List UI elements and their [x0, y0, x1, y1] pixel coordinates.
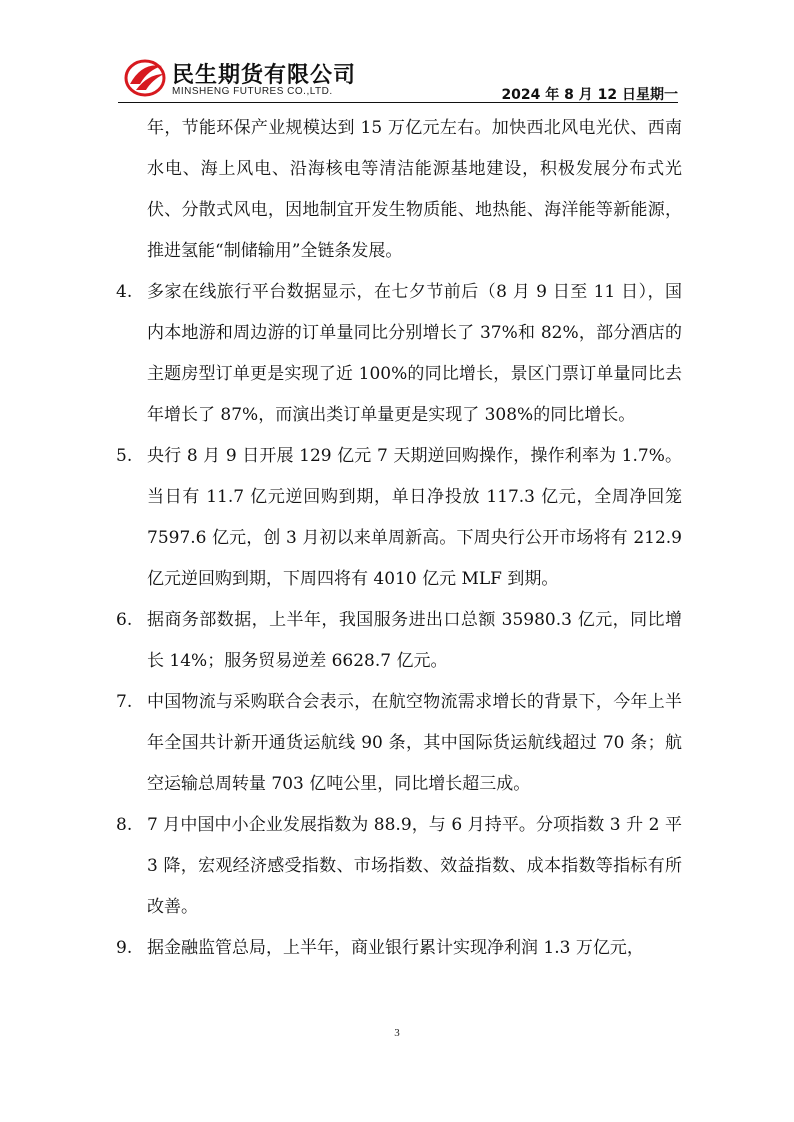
logo-chinese-name: 民生期货有限公司 — [172, 63, 357, 88]
page-header — [118, 52, 678, 102]
list-item — [116, 272, 682, 436]
list-item-number: 9. — [116, 938, 133, 958]
list-item-number: 6. — [116, 610, 133, 630]
list-item-number: 5. — [116, 446, 133, 466]
minsheng-logo-icon — [124, 58, 166, 98]
list-item-text: 据商务部数据，上半年，我国服务进出口总额 35980.3 亿元，同比增长 14%；服务贸易逆差 6628.7 亿元。 — [147, 610, 682, 671]
list-item — [116, 805, 682, 928]
page-number: 3 — [394, 1027, 400, 1039]
continuation-paragraph: 年，节能环保产业规模达到 15 万亿元左右。加快西北风电光伏、西南水电、海上风电、沿海核电等清洁能源基地建设，积极发展分布式光伏、分散式风电，因地制宜开发生物质能、地热能、海洋能等新能源，推进氢能“制储输用”全链条发展。 — [147, 118, 682, 261]
header-divider — [118, 102, 678, 103]
list-item-number: 8. — [116, 815, 133, 835]
list-item — [116, 682, 682, 805]
list-item-number: 4. — [116, 282, 133, 302]
list-item-text: 央行 8 月 9 日开展 129 亿元 7 天期逆回购操作，操作利率为 1.7%。当日有 11.7 亿元逆回购到期，单日净投放 117.3 亿元，全周净回笼 7597.6 亿元，创 3 月初以来单周新高。下周央行公开市场将有 212.9 亿元逆回购到期，下周四将有 4010 亿元 MLF 到期。 — [147, 446, 682, 589]
list-item-text: 据金融监管总局，上半年，商业银行累计实现净利润 1.3 万亿元， — [147, 938, 644, 958]
list-item — [116, 928, 682, 969]
list-item — [116, 600, 682, 682]
report-date: 2024 年 8 月 12 日星期一 — [501, 87, 678, 103]
list-item-text: 多家在线旅行平台数据显示，在七夕节前后（8 月 9 日至 11 日），国内本地游和周边游的订单量同比分别增长了 37%和 82%，部分酒店的主题房型订单更是实现了近 100%的同比增长，景区门票订单量同比去年增长了 87%，而演出类订单量更是实现了 308%的同比增长。 — [147, 282, 682, 425]
list-item-text: 中国物流与采购联合会表示，在航空物流需求增长的背景下，今年上半年全国共计新开通货运航线 90 条，其中国际货运航线超过 70 条；航空运输总周转量 703 亿吨公里，同比增长超三成。 — [147, 692, 682, 794]
document-body — [116, 108, 682, 969]
list-item-number: 7. — [116, 692, 133, 712]
list-item-text: 7 月中国中小企业发展指数为 88.9，与 6 月持平。分项指数 3 升 2 平 3 降，宏观经济感受指数、市场指数、效益指数、成本指数等指标有所改善。 — [147, 815, 682, 917]
company-logo — [124, 56, 364, 100]
list-item — [116, 436, 682, 600]
logo-english-name: MINSHENG FUTURES CO.,LTD. — [172, 86, 333, 97]
